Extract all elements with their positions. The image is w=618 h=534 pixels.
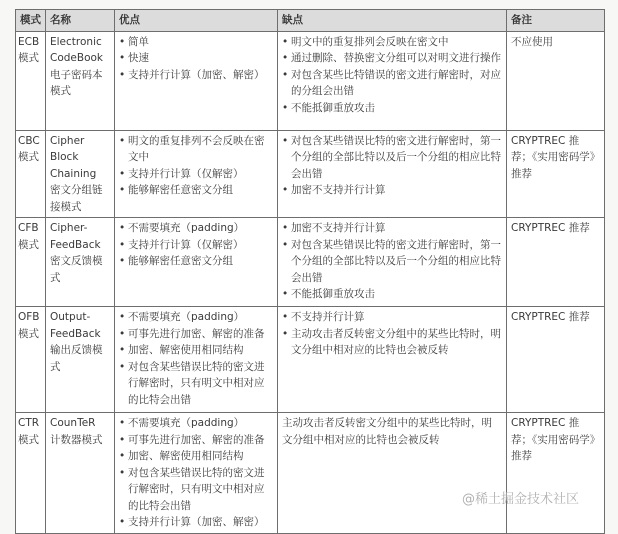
- list-item: [119, 465, 273, 515]
- cell-notes: CRYPTREC 推荐: [507, 218, 605, 307]
- list-item-text: 对包含某些错误比特的密文进行解密时，第一个分组的全部比特以及后一个分组的相应比特会出错: [291, 134, 501, 180]
- cell-mode: [16, 130, 46, 218]
- list-item-text: 不需要填充（padding）: [128, 222, 245, 234]
- list-item-text: 支持并行计算（加密、解密）: [128, 68, 265, 81]
- name-line: 式: [50, 271, 61, 284]
- cell-pros: [115, 307, 278, 413]
- cons-list: [282, 309, 502, 359]
- list-item: [119, 326, 273, 343]
- name-line: 密文分组链: [50, 184, 103, 196]
- name-line: Cipher Block: [50, 134, 85, 163]
- list-item: [119, 166, 273, 183]
- list-item-text: 能够解密任意密文分组: [128, 184, 233, 196]
- bullet-icon: •: [119, 52, 126, 64]
- list-item: [119, 432, 273, 449]
- name-line: FeedBack: [50, 238, 101, 251]
- list-item-text: 不能抵御重放攻击: [291, 101, 375, 114]
- bullet-icon: •: [119, 222, 126, 234]
- list-item-text: 不需要填充（padding）: [128, 417, 245, 429]
- cell-notes: CRYPTREC 推荐；《实用密码学》推荐: [507, 413, 605, 534]
- cell-pros: [115, 31, 278, 130]
- cell-mode: [16, 31, 46, 130]
- cell-cons: [278, 31, 507, 130]
- list-item: [119, 359, 273, 409]
- block-cipher-modes-table: [15, 9, 605, 534]
- list-item-text: 明文的重复排列不会反映在密文中: [128, 134, 265, 163]
- bullet-icon: •: [282, 35, 289, 48]
- name-line: 输出反馈模: [50, 344, 103, 356]
- list-item-text: 不支持并行计算: [291, 311, 365, 323]
- table-row-cbc: [16, 130, 605, 218]
- name-line: Electronic: [50, 35, 102, 48]
- table-row-ecb: [16, 31, 605, 130]
- list-item-text: 不需要填充（padding）: [128, 311, 245, 323]
- cell-name: [46, 307, 115, 413]
- pros-list: [119, 34, 273, 84]
- bullet-icon: •: [119, 433, 126, 446]
- list-item-text: 对包含某些错误比特的密文进行解密时，第一个分组的全部比特以及后一个分组的相应比特会出错: [291, 238, 501, 284]
- list-item: [282, 133, 502, 183]
- list-item: [282, 286, 502, 303]
- cons-list: [282, 34, 502, 117]
- cell-notes: CRYPTREC 推荐；《实用密码学》推荐: [507, 130, 605, 218]
- cell-mode: [16, 413, 46, 534]
- cons-list: [282, 220, 502, 303]
- header-name: 名称: [46, 10, 115, 32]
- watermark: @稀土掘金技术社区: [462, 492, 580, 507]
- mode-abbr: CFB: [18, 222, 39, 234]
- name-line: Cipher-: [50, 222, 88, 234]
- bullet-icon: •: [119, 344, 126, 356]
- bullet-icon: •: [119, 35, 126, 48]
- name-line: CounTeR: [50, 417, 96, 429]
- name-line: 计数器模式: [50, 433, 103, 446]
- name-line: Output-: [50, 311, 91, 323]
- bullet-icon: •: [282, 238, 289, 251]
- list-item: [119, 67, 273, 84]
- list-item: [119, 133, 273, 166]
- bullet-icon: •: [119, 516, 126, 528]
- list-item: [119, 415, 273, 432]
- bullet-icon: •: [119, 327, 126, 340]
- list-item: [119, 237, 273, 254]
- bullet-icon: •: [282, 52, 289, 64]
- mode-suffix: 模式: [18, 52, 39, 64]
- name-line: 式: [50, 360, 61, 373]
- list-item: [282, 100, 502, 117]
- list-item: [119, 34, 273, 51]
- list-item: [282, 34, 502, 51]
- table-row-ctr: [16, 413, 605, 534]
- bullet-icon: •: [119, 466, 126, 479]
- pros-list: [119, 415, 273, 531]
- list-item-text: 支持并行计算（加密、解密）: [128, 516, 265, 528]
- list-item: [119, 309, 273, 326]
- cell-cons: [278, 130, 507, 218]
- bullet-icon: •: [282, 288, 289, 300]
- name-line: CodeBook: [50, 52, 104, 64]
- list-item-text: 可事先进行加密、解密的准备: [128, 327, 265, 340]
- list-item: [119, 182, 273, 199]
- mode-suffix: 模式: [18, 327, 39, 340]
- list-item: [282, 67, 502, 100]
- list-item-text: 简单: [128, 35, 149, 48]
- list-item-text: 对包含某些错误比特的密文进行解密时，只有明文中相对应的比特会出错: [128, 360, 265, 406]
- mode-abbr: ECB: [18, 35, 40, 48]
- bullet-icon: •: [119, 311, 126, 323]
- mode-abbr: OFB: [18, 311, 40, 323]
- bullet-icon: •: [119, 167, 126, 180]
- bullet-icon: •: [119, 134, 126, 147]
- cell-mode: [16, 307, 46, 413]
- name-line: 模式: [50, 85, 71, 97]
- bullet-icon: •: [282, 134, 289, 147]
- bullet-icon: •: [119, 450, 126, 462]
- name-line: 密文反馈模: [50, 255, 103, 267]
- bullet-icon: •: [119, 238, 126, 251]
- cell-notes: CRYPTREC 推荐: [507, 307, 605, 413]
- header-mode: 模式: [16, 10, 46, 32]
- bullet-icon: •: [282, 327, 289, 340]
- mode-suffix: 模式: [18, 151, 39, 163]
- list-item: [119, 220, 273, 237]
- bullet-icon: •: [119, 255, 126, 267]
- name-line: Chaining: [50, 167, 97, 180]
- bullet-icon: •: [119, 417, 126, 429]
- list-item-text: 快速: [128, 52, 149, 64]
- list-item: [282, 309, 502, 326]
- bullet-icon: •: [119, 68, 126, 81]
- bullet-icon: •: [282, 311, 289, 323]
- bullet-icon: •: [119, 360, 126, 373]
- header-cons: 缺点: [278, 10, 507, 32]
- list-item-text: 对包含某些错误比特的密文进行解密时，只有明文中相对应的比特会出错: [128, 466, 265, 512]
- list-item-text: 支持并行计算（仅解密）: [128, 238, 244, 251]
- cell-pros: [115, 130, 278, 218]
- mode-suffix: 模式: [18, 433, 39, 446]
- list-item-text: 明文中的重复排列会反映在密文中: [291, 35, 449, 48]
- cell-name: [46, 218, 115, 307]
- bullet-icon: •: [282, 184, 289, 196]
- list-item: [282, 220, 502, 237]
- list-item: [282, 182, 502, 199]
- list-item-text: 不能抵御重放攻击: [291, 288, 375, 300]
- list-item: [282, 50, 502, 67]
- list-item-text: 支持并行计算（仅解密）: [128, 167, 244, 180]
- bullet-icon: •: [282, 101, 289, 114]
- bullet-icon: •: [119, 184, 126, 196]
- list-item-text: 可事先进行加密、解密的准备: [128, 433, 265, 446]
- list-item: [282, 237, 502, 287]
- bullet-icon: •: [282, 68, 289, 81]
- list-item-text: 加密、解密使用相同结构: [128, 450, 244, 462]
- list-item: [282, 326, 502, 359]
- pros-list: [119, 220, 273, 270]
- list-item: [119, 50, 273, 67]
- header-pros: 优点: [115, 10, 278, 32]
- list-item-text: 能够解密任意密文分组: [128, 255, 233, 267]
- table-row-cfb: [16, 218, 605, 307]
- header-notes: 备注: [507, 10, 605, 32]
- cell-pros: [115, 218, 278, 307]
- pros-list: [119, 309, 273, 408]
- block-cipher-modes-table-container: [15, 9, 604, 534]
- list-item: [119, 514, 273, 531]
- cell-cons: [278, 307, 507, 413]
- cons-list: [282, 133, 502, 199]
- list-item-text: 通过删除、替换密文分组可以对明文进行操作: [291, 52, 501, 64]
- table-row-ofb: [16, 307, 605, 413]
- pros-list: [119, 133, 273, 199]
- cell-name: [46, 31, 115, 130]
- name-line: FeedBack: [50, 327, 101, 340]
- cell-notes: 不应使用: [507, 31, 605, 130]
- list-item: [119, 448, 273, 465]
- list-item: [119, 342, 273, 359]
- cell-name: [46, 130, 115, 218]
- list-item-text: 加密不支持并行计算: [291, 184, 386, 196]
- name-line: 接模式: [50, 200, 82, 213]
- mode-abbr: CBC: [18, 134, 40, 147]
- list-item-text: 加密不支持并行计算: [291, 222, 386, 234]
- mode-suffix: 模式: [18, 238, 39, 251]
- cell-pros: [115, 413, 278, 534]
- table-header-row: [16, 10, 605, 32]
- mode-abbr: CTR: [18, 417, 40, 429]
- list-item-text: 对包含某些比特错误的密文进行解密时，对应的分组会出错: [291, 68, 501, 97]
- cell-cons: [278, 218, 507, 307]
- list-item: [119, 253, 273, 270]
- list-item-text: 加密、解密使用相同结构: [128, 344, 244, 356]
- cell-name: [46, 413, 115, 534]
- bullet-icon: •: [282, 222, 289, 234]
- cell-cons: 主动攻击者反转密文分组中的某些比特时，明文分组中相对应的比特也会被反转: [278, 413, 507, 534]
- name-line: 电子密码本: [50, 68, 103, 81]
- list-item-text: 主动攻击者反转密文分组中的某些比特时，明文分组中相对应的比特也会被反转: [291, 327, 501, 356]
- cell-mode: [16, 218, 46, 307]
